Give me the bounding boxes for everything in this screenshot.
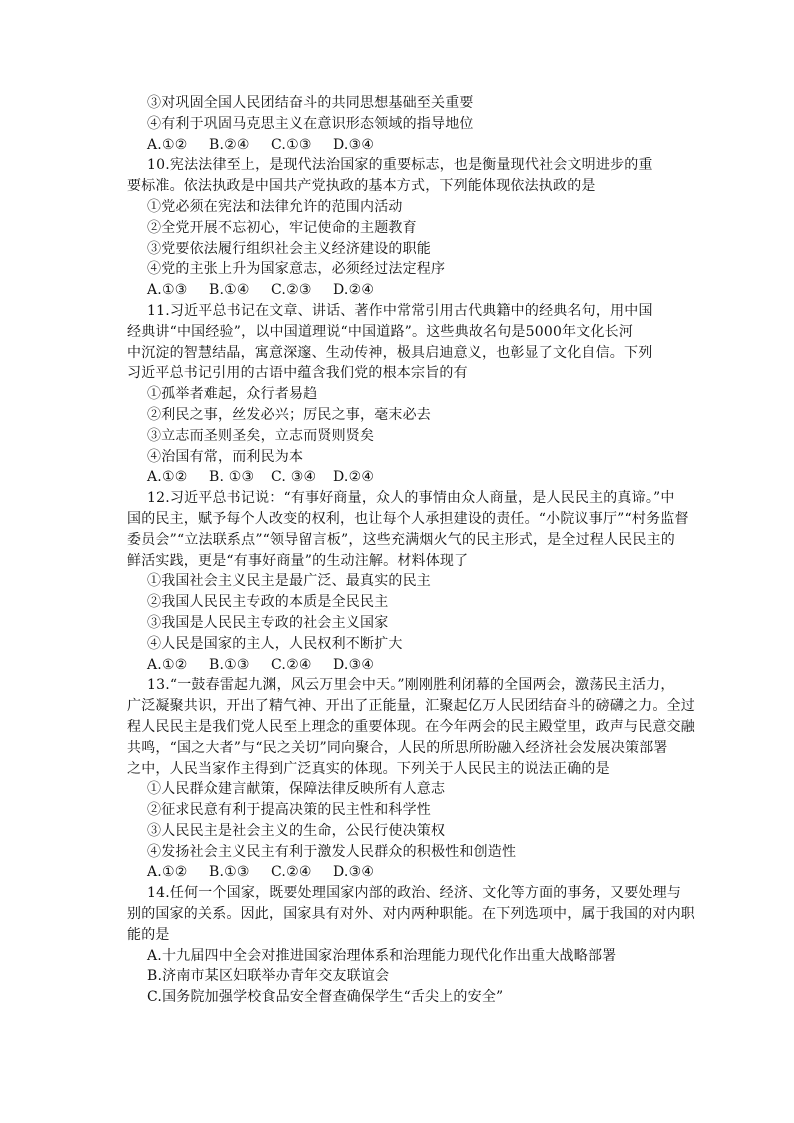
- q12-item-4: ④人民是国家的主人，人民权利不断扩大: [147, 635, 403, 652]
- q10-option-a: A.①③: [147, 282, 188, 299]
- q10-item-3: ③党要依法履行组织社会主义经济建设的职能: [147, 240, 431, 257]
- q12-option-d: D.③④: [333, 656, 375, 673]
- q12-option-c: C.②④: [271, 656, 312, 673]
- q14-choice-b: B.济南市某区妇联举办青年交友联谊会: [147, 968, 390, 985]
- q11-stem-line-2: 经典讲“中国经验”，以中国道理说“中国道路”。这些典故名句是5000年文化长河: [127, 323, 634, 340]
- q13-item-4: ④发扬社会主义民主有利于激发人民群众的积极性和创造性: [147, 843, 517, 860]
- q9-item-3: ③对巩固全国人民团结奋斗的共同思想基础至关重要: [147, 95, 474, 111]
- q9-options: [147, 135, 677, 156]
- q13-item-1: ①人民群众建言献策，保障法律反映所有人意志: [147, 781, 446, 798]
- q14-stem-line-1: 14.任何一个国家，既要处理国家内部的政治、经济、文化等方面的事务，又要处理与: [147, 885, 682, 902]
- q10-option-b: B.①④: [209, 282, 250, 299]
- q13-option-a: A.①②: [147, 864, 188, 881]
- q12-stem-line-1: 12.习近平总书记说：“有事好商量，众人的事情由众人商量，是人民民主的真谛。”中: [147, 490, 675, 507]
- q11-stem-line-3: 中沉淀的智慧结晶，寓意深邃、生动传神，极具启迪意义，也彰显了文化自信。下列: [127, 344, 653, 361]
- q13-option-d: D.③④: [333, 864, 375, 881]
- q12-options: [147, 655, 677, 676]
- q11-option-b: B. ①③: [209, 469, 255, 486]
- q12-stem-line-4: 鲜活实践，更是“有事好商量”的生动注解。材料体现了: [127, 552, 469, 569]
- q10-item-4: ④党的主张上升为国家意志，必须经过法定程序: [147, 261, 446, 278]
- q11-option-a: A.①②: [147, 469, 188, 486]
- q9-option-b: B.②④: [209, 136, 250, 153]
- q13-item-2: ②征求民意有利于提高决策的民主性和科学性: [147, 802, 431, 819]
- q14-choice-a: A.十九届四中全会对推进国家治理体系和治理能力现代化作出重大战略部署: [147, 947, 617, 964]
- q12-item-3: ③我国是人民民主专政的社会主义国家: [147, 614, 389, 631]
- q12-option-b: B.①③: [209, 656, 250, 673]
- q9-item-4: ④有利于巩固马克思主义在意识形态领域的指导地位: [147, 115, 474, 132]
- q10-item-1: ①党必须在宪法和法律允许的范围内活动: [147, 198, 403, 215]
- q10-option-d: D.②④: [333, 282, 375, 299]
- q10-option-c: C.②③: [271, 282, 312, 299]
- q13-stem-line-3: 程人民民主是我们党人民至上理念的重要体现。在今年两会的民主殿堂里，政声与民意交融: [127, 718, 695, 735]
- q12-item-1: ①我国社会主义民主是最广泛、最真实的民主: [147, 573, 431, 590]
- q12-stem-line-3: 委员会”“立法联系点”“领导留言板”，这些充满烟火气的民主形式，是全过程人民民主的: [127, 531, 675, 548]
- q10-options: [147, 280, 677, 301]
- q12-stem-line-2: 国的民主，赋予每个人改变的权利，也让每个人承担建设的责任。“小院议事厅”“村务监督: [127, 510, 689, 527]
- q13-stem-line-2: 广泛凝聚共识，开出了精气神、开出了正能量，汇聚起亿万人民团结奋斗的磅礴之力。全过: [127, 698, 695, 715]
- q11-item-2: ②利民之事，丝发必兴；厉民之事，毫末必去: [147, 406, 431, 423]
- q14-stem-line-3: 能的是: [127, 926, 170, 943]
- q11-item-3: ③立志而圣则圣矣，立志而贤则贤矣: [147, 427, 375, 444]
- q13-stem-line-4: 共鸣，“国之大者”与“民之关切”同向聚合，人民的所思所盼融入经济社会发展决策部署: [127, 739, 668, 756]
- q9-option-c: C.①③: [271, 136, 312, 153]
- q13-options: [147, 862, 677, 883]
- q11-options: [147, 467, 677, 488]
- q13-item-3: ③人民民主是社会主义的生命，公民行使决策权: [147, 822, 446, 839]
- q11-stem-line-1: 11.习近平总书记在文章、讲话、著作中常常引用古代典籍中的经典名句，用中国: [147, 302, 653, 319]
- q11-option-c: C. ③④: [271, 469, 317, 486]
- q9-option-d: D.③④: [333, 136, 375, 153]
- q11-option-d: D.②④: [333, 469, 375, 486]
- q13-stem-line-5: 之中，人民当家作主得到广泛真实的体现。下列关于人民民主的说法正确的是: [127, 760, 610, 777]
- q13-stem-line-1: 13.“一鼓春雷起九渊，风云万里会中天。”刚刚胜利闭幕的全国两会，激荡民主活力，: [147, 677, 675, 694]
- q9-option-a: A.①②: [147, 136, 188, 153]
- q10-stem-line-1: 10.宪法法律至上，是现代法治国家的重要标志，也是衡量现代社会文明进步的重: [147, 157, 653, 174]
- q13-option-b: B.①③: [209, 864, 250, 881]
- q10-item-2: ②全党开展不忘初心，牢记使命的主题教育: [147, 219, 417, 236]
- q11-stem-line-4: 习近平总书记引用的古语中蕴含我们党的根本宗旨的有: [127, 365, 468, 382]
- q14-stem-line-2: 别的国家的关系。因此，国家具有对外、对内两种职能。在下列选项中，属于我国的对内职: [127, 906, 695, 923]
- exam-page: [127, 93, 695, 1008]
- q10-stem-line-2: 要标准。依法执政是中国共产党执政的基本方式，下列能体现依法执政的是: [127, 178, 596, 195]
- q14-choice-c: C.国务院加强学校食品安全督查确保学生“舌尖上的安全”: [147, 989, 504, 1006]
- q11-item-1: ①孤举者难起，众行者易趋: [147, 386, 318, 403]
- q12-item-2: ②我国人民民主专政的本质是全民民主: [147, 594, 389, 611]
- q11-item-4: ④治国有常，而利民为本: [147, 448, 304, 465]
- q12-option-a: A.①②: [147, 656, 188, 673]
- q13-option-c: C.②④: [271, 864, 312, 881]
